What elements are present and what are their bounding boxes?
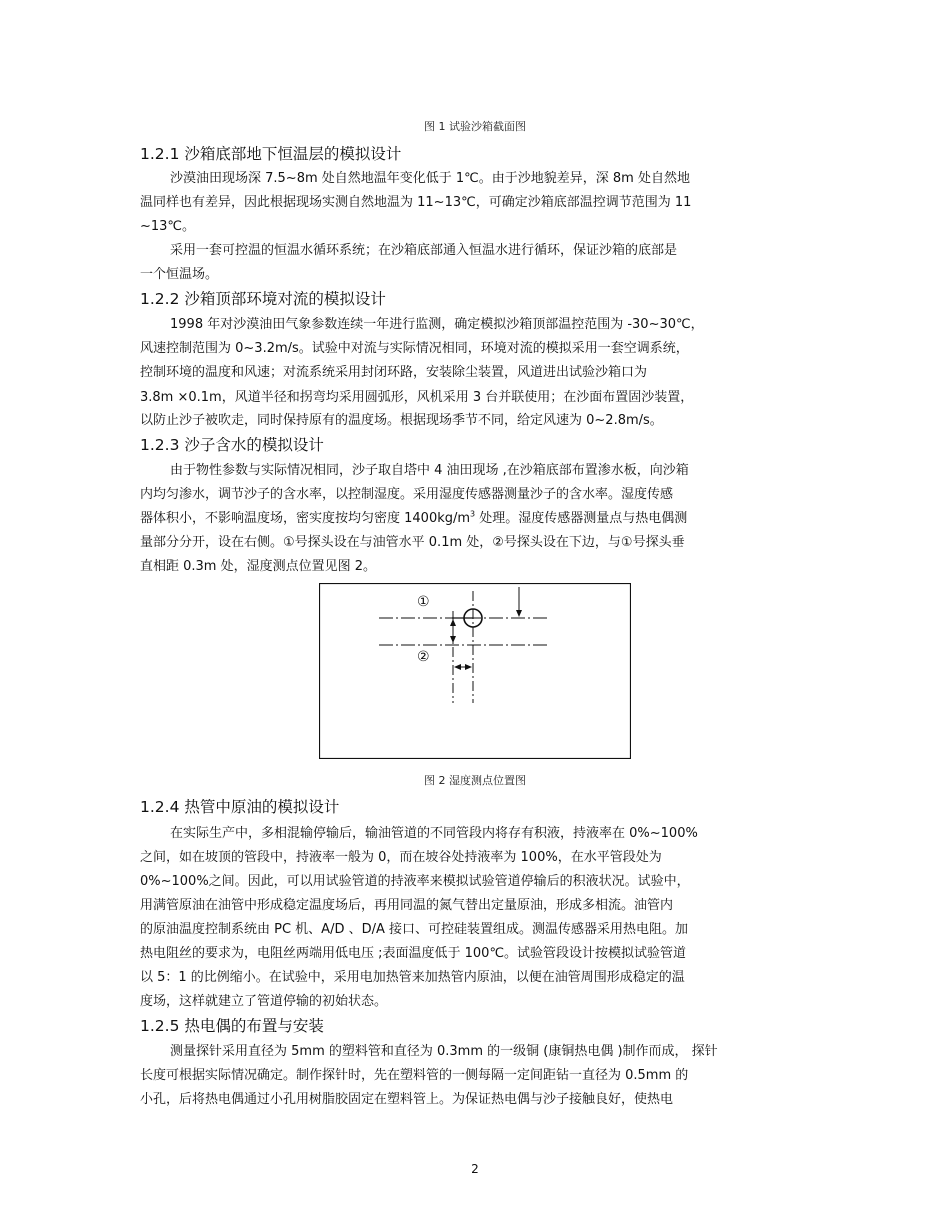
paragraph-text: 处理。湿度传感器测量点与热电偶测 — [475, 511, 688, 526]
paragraph-line: 3.8m ×0.1m，风道半径和拐弯均采用圆弧形，风机采用 3 台并联使用；在沙面布置固沙装置， — [140, 390, 694, 405]
paragraph-line — [140, 507, 687, 526]
paragraph-line: 沙漠油田现场深 7.5~8m 处自然地温年变化低于 1℃。由于沙地貌差异，深 8m 处自然地 — [170, 171, 690, 186]
paragraph-line: 在实际生产中，多相混输停输后，输油管道的不同管段内将存有积液，持液率在 0%~100% — [170, 826, 698, 841]
paragraph-line: 控制环境的温度和风速；对流系统采用封闭环路，安装除尘装置，风道进出试验沙箱口为 — [140, 365, 648, 380]
figure-2-caption: 图 2 湿度测点位置图 — [424, 774, 526, 787]
figure-2-diagram — [319, 583, 631, 759]
paragraph-line: 量部分分开，设在右侧。①号探头设在与油管水平 0.1m 处，②号探头设在下边，与①号探头垂 — [140, 535, 685, 550]
section-heading-1-2-1: 1.2.1 沙箱底部地下恒温层的模拟设计 — [140, 145, 402, 163]
paragraph-line: 之间，如在坡顶的管段中，持液率一般为 0，而在坡谷处持液率为 100%，在水平管段处为 — [140, 850, 662, 865]
paragraph-line: 内均匀渗水，调节沙子的含水率，以控制湿度。采用湿度传感器测量沙子的含水率。湿度传感 — [140, 487, 674, 502]
paragraph-line: 由于物性参数与实际情况相同，沙子取自塔中 4 油田现场 ,在沙箱底部布置渗水板，向沙箱 — [170, 463, 689, 478]
probe-1-label: ① — [417, 594, 430, 610]
section-heading-1-2-3: 1.2.3 沙子含水的模拟设计 — [140, 436, 324, 454]
superscript: 3 — [470, 509, 476, 519]
paragraph-text: 器体积小，不影响温度场，密实度按均匀密度 1400kg/m — [140, 511, 471, 526]
paragraph-line: 以防止沙子被吹走，同时保持原有的温度场。根据现场季节不同，给定风速为 0~2.8m/s。 — [140, 413, 663, 428]
paragraph-line: ~13℃。 — [140, 219, 196, 234]
section-heading-1-2-5: 1.2.5 热电偶的布置与安装 — [140, 1017, 324, 1035]
section-heading-1-2-4: 1.2.4 热管中原油的模拟设计 — [140, 798, 340, 816]
paragraph-line: 一个恒温场。 — [140, 267, 219, 282]
page-number: 2 — [471, 1162, 479, 1176]
paragraph-line: 直相距 0.3m 处，湿度测点位置见图 2。 — [140, 559, 377, 574]
paragraph-line: 小孔，后将热电偶通过小孔用树脂胶固定在塑料管上。为保证热电偶与沙子接触良好，使热电 — [140, 1092, 674, 1107]
paragraph-line: 用满管原油在油管中形成稳定温度场后，再用同温的氮气替出定量原油，形成多相流。油管内 — [140, 898, 674, 913]
paragraph-line: 风速控制范围为 0~3.2m/s。试验中对流与实际情况相同，环境对流的模拟采用一套空调系统， — [140, 341, 689, 356]
paragraph-line: 采用一套可控温的恒温水循环系统；在沙箱底部通入恒温水进行循环，保证沙箱的底部是 — [170, 243, 678, 258]
probe-2-label: ② — [417, 649, 430, 665]
figure-1-caption: 图 1 试验沙箱截面图 — [424, 120, 526, 133]
paragraph-line: 度场，这样就建立了管道停输的初始状态。 — [140, 994, 388, 1009]
paragraph-line: 以 5：1 的比例缩小。在试验中，采用电加热管来加热管内原油，以便在油管周围形成稳定的温 — [140, 970, 685, 985]
paragraph-line: 测量探针采用直径为 5mm 的塑料管和直径为 0.3mm 的一级铜 (康铜热电偶 )制作而成， 探针 — [170, 1044, 718, 1059]
paragraph-line: 0%~100%之间。因此，可以用试验管道的持液率来模拟试验管道停输后的积液状况。试验中， — [140, 874, 690, 889]
paragraph-line: 温同样也有差异，因此根据现场实测自然地温为 11~13℃，可确定沙箱底部温控调节范围为 11 — [140, 195, 692, 210]
paragraph-line: 长度可根据实际情况确定。制作探针时，先在塑料管的一侧每隔一定间距钻一直径为 0.5mm 的 — [140, 1068, 689, 1083]
paragraph-line: 1998 年对沙漠油田气象参数连续一年进行监测，确定模拟沙箱顶部温控范围为 -30~30℃， — [170, 317, 704, 332]
paragraph-line: 的原油温度控制系统由 PC 机、A/D 、D/A 接口、可控硅装置组成。测温传感器采用热电阻。加 — [140, 922, 689, 937]
section-heading-1-2-2: 1.2.2 沙箱顶部环境对流的模拟设计 — [140, 290, 386, 308]
paragraph-line: 热电阻丝的要求为，电阻丝两端用低电压 ;表面温度低于 100℃。试验管段设计按模拟试验管道 — [140, 946, 687, 961]
